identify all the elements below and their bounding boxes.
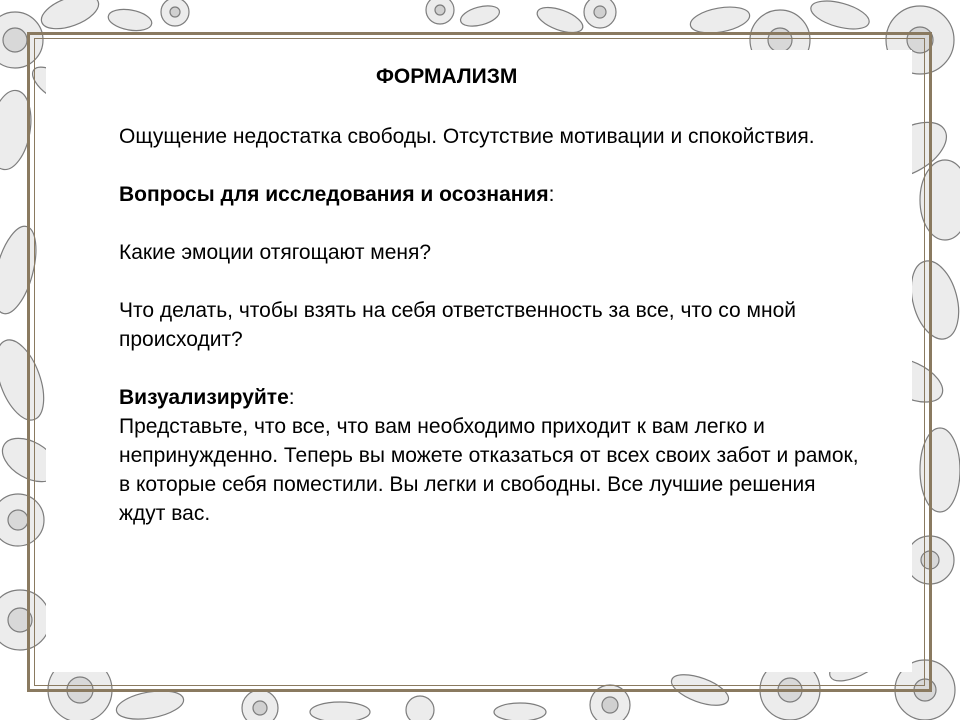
questions-heading-colon: : xyxy=(548,183,555,206)
question-2: Что делать, чтобы взять на себя ответственность за все, что со мной происходит? xyxy=(119,299,796,351)
visualize-heading xyxy=(119,383,859,412)
questions-heading xyxy=(119,180,859,209)
intro-paragraph: Ощущение недостатка свободы. Отсутствие мотивации и спокойствия. xyxy=(119,125,815,148)
slide-title: ФОРМАЛИЗМ xyxy=(376,65,518,88)
questions-heading-text: Вопросы для исследования и осознания xyxy=(119,183,549,206)
visualize-heading-colon: : xyxy=(288,386,295,409)
visualize-heading-text: Визуализируйте xyxy=(119,386,289,409)
question-1: Какие эмоции отягощают меня? xyxy=(119,241,432,264)
visualize-paragraph: Представьте, что все, что вам необходимо приходит к вам легко и непринужденно. Теперь вы можете отказаться от всех своих забот и рамок, в которые себя поместили. Вы легки и свободны. Все лучшие решения ждут вас. xyxy=(119,415,859,525)
slide-content xyxy=(119,62,859,528)
